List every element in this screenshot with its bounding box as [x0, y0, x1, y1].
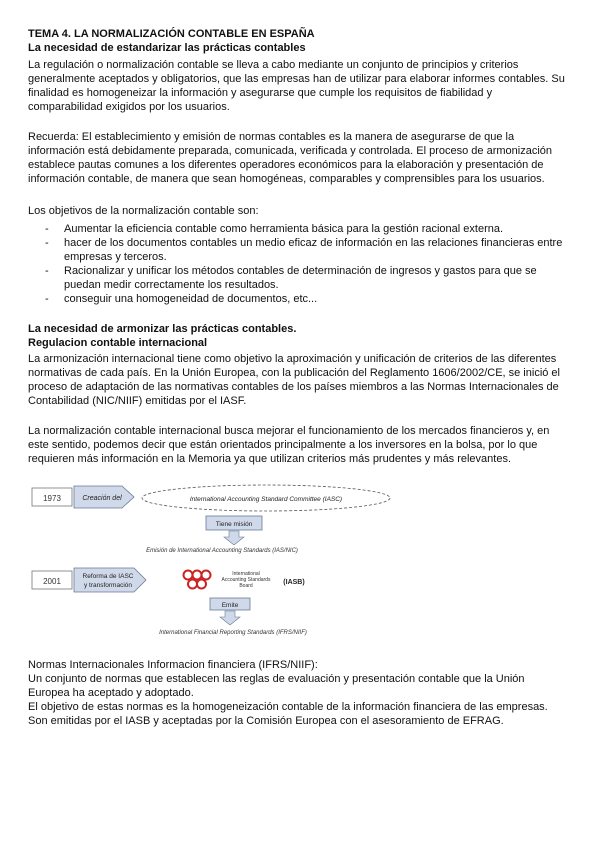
arrow-label: Creación del [82, 495, 122, 502]
list-item [0, 236, 574, 264]
list-dash: - [45, 237, 49, 249]
paragraph-line: El objetivo de estas normas es la homogeneización contable de la información financiera de las empresas. [28, 701, 548, 713]
down-arrow-icon [220, 611, 240, 625]
objectives-intro: Los objetivos de la normalización contable son: [28, 205, 259, 217]
year-label: 1973 [43, 494, 61, 503]
paragraph-line: Un conjunto de normas que establecen las reglas de evaluación y presentación contable que la Unión [28, 673, 525, 685]
paragraph-line: Normas Internacionales Informacion financiera (IFRS/NIIF): [28, 659, 318, 671]
year-label: 2001 [43, 577, 61, 586]
iasb-logo-icon [184, 571, 211, 589]
list-item-text: puedan medir correctamente los resultados. [64, 279, 279, 291]
paragraph-line: comparabilidad exigidos por los usuarios. [28, 101, 230, 113]
paragraph-line: proceso de adaptación de las normativas contables de los países miembros a las Normas Internacionales de [28, 381, 559, 393]
ifrs-caption: International Financial Reporting Standards (IFRS/NIIF) [159, 630, 307, 636]
iasb-logo-text: International [232, 571, 260, 577]
list-item-text: empresas y terceros. [64, 251, 167, 263]
paragraph-line: La armonización internacional tiene como objetivo la aproximación y unificación de criterios de las diferentes [28, 353, 557, 365]
paragraph-line: establece pautas comunes a los diferentes operadores económicos para la elaboración y presentación de [28, 159, 544, 171]
objectives-list [0, 222, 574, 306]
paragraph-line: La regulación o normalización contable se lleva a cabo mediante un conjunto de principios y criterios [28, 59, 519, 71]
list-item [0, 292, 574, 306]
list-item [0, 222, 574, 236]
paragraph-line: Recuerda: El establecimiento y emisión de normas contables es la manera de asegurarse de que la [28, 131, 515, 143]
iasc-label: International Accounting Standard Committee (IASC) [189, 496, 343, 503]
list-item-text: Aumentar la eficiencia contable como herramienta básica para la gestión racional externa. [64, 223, 504, 235]
doc-title: TEMA 4. LA NORMALIZACIÓN CONTABLE EN ESPAÑA [28, 28, 315, 40]
section-heading-armonizar: La necesidad de armonizar las prácticas contables. [28, 323, 297, 335]
emite-label: Emite [221, 602, 239, 609]
list-dash: - [45, 223, 49, 235]
arrow-label: y transformación [83, 582, 133, 589]
paragraph-line: información está debidamente preparada, comunicada, verificada y controlada. El proceso de armonización [28, 145, 553, 157]
paragraph-line: La normalización contable internacional busca mejorar el funcionamiento de los mercados financieros y, en [28, 425, 550, 437]
section-heading-estandarizar: La necesidad de estandarizar las prácticas contables [28, 42, 306, 54]
down-arrow-icon [224, 531, 244, 545]
ias-caption: Emisión de International Accounting Standards (IAS/NIC) [146, 548, 298, 554]
iasb-logo-text: Accounting Standards [221, 577, 271, 583]
mission-label: Tiene misión [215, 521, 253, 528]
iasc-iasb-diagram [28, 480, 428, 640]
paragraph-line: Contabilidad (NIC/NIIF) emitidas por el IASF. [28, 395, 247, 407]
list-item-text: Racionalizar y unificar los métodos contables de determinación de ingresos y gastos para que se [64, 265, 537, 277]
list-item-text: conseguir una homogeneidad de documentos, etc... [64, 293, 318, 305]
paragraph-line: normativas de cada país. En la Unión Europea, con la publicación del Reglamento 1606/2002/CE, se inició el [28, 367, 560, 379]
list-dash: - [45, 293, 49, 305]
paragraph-line: requieren más información en la Memoria ya que utilizan criterios más prudentes y más relevantes. [28, 453, 511, 465]
list-item [0, 264, 574, 292]
paragraph-line: Europea ha aceptado y adoptado. [28, 687, 194, 699]
iasb-label: (IASB) [283, 579, 305, 586]
list-item-text: hacer de los documentos contables un medio eficaz de información en las relaciones financieras entre [64, 237, 563, 249]
list-dash: - [45, 265, 49, 277]
section-subheading: Regulacion contable internacional [28, 337, 208, 349]
paragraph-line: generalmente aceptados y obligatorios, que las empresas han de utilizar para elaborar informes contables. Su [28, 73, 565, 85]
paragraph-line: información contable, de manera que sean homogéneas, comparables y comprensibles para los usuarios. [28, 173, 545, 185]
arrow-label: Reforma de IASC [82, 573, 134, 580]
paragraph-line: Son emitidas por el IASB y aceptadas por la Comisión Europea con el asesoramiento de EFRAG. [28, 715, 504, 727]
paragraph-line: este sentido, podemos decir que están orientados principalmente a los inversores en la bolsa, por lo que [28, 439, 538, 451]
iasb-logo-text: Board [239, 583, 253, 589]
paragraph-line: finalidad es homogeneizar la información y asegurarse que cumple los requisitos de fiabilidad y [28, 87, 493, 99]
